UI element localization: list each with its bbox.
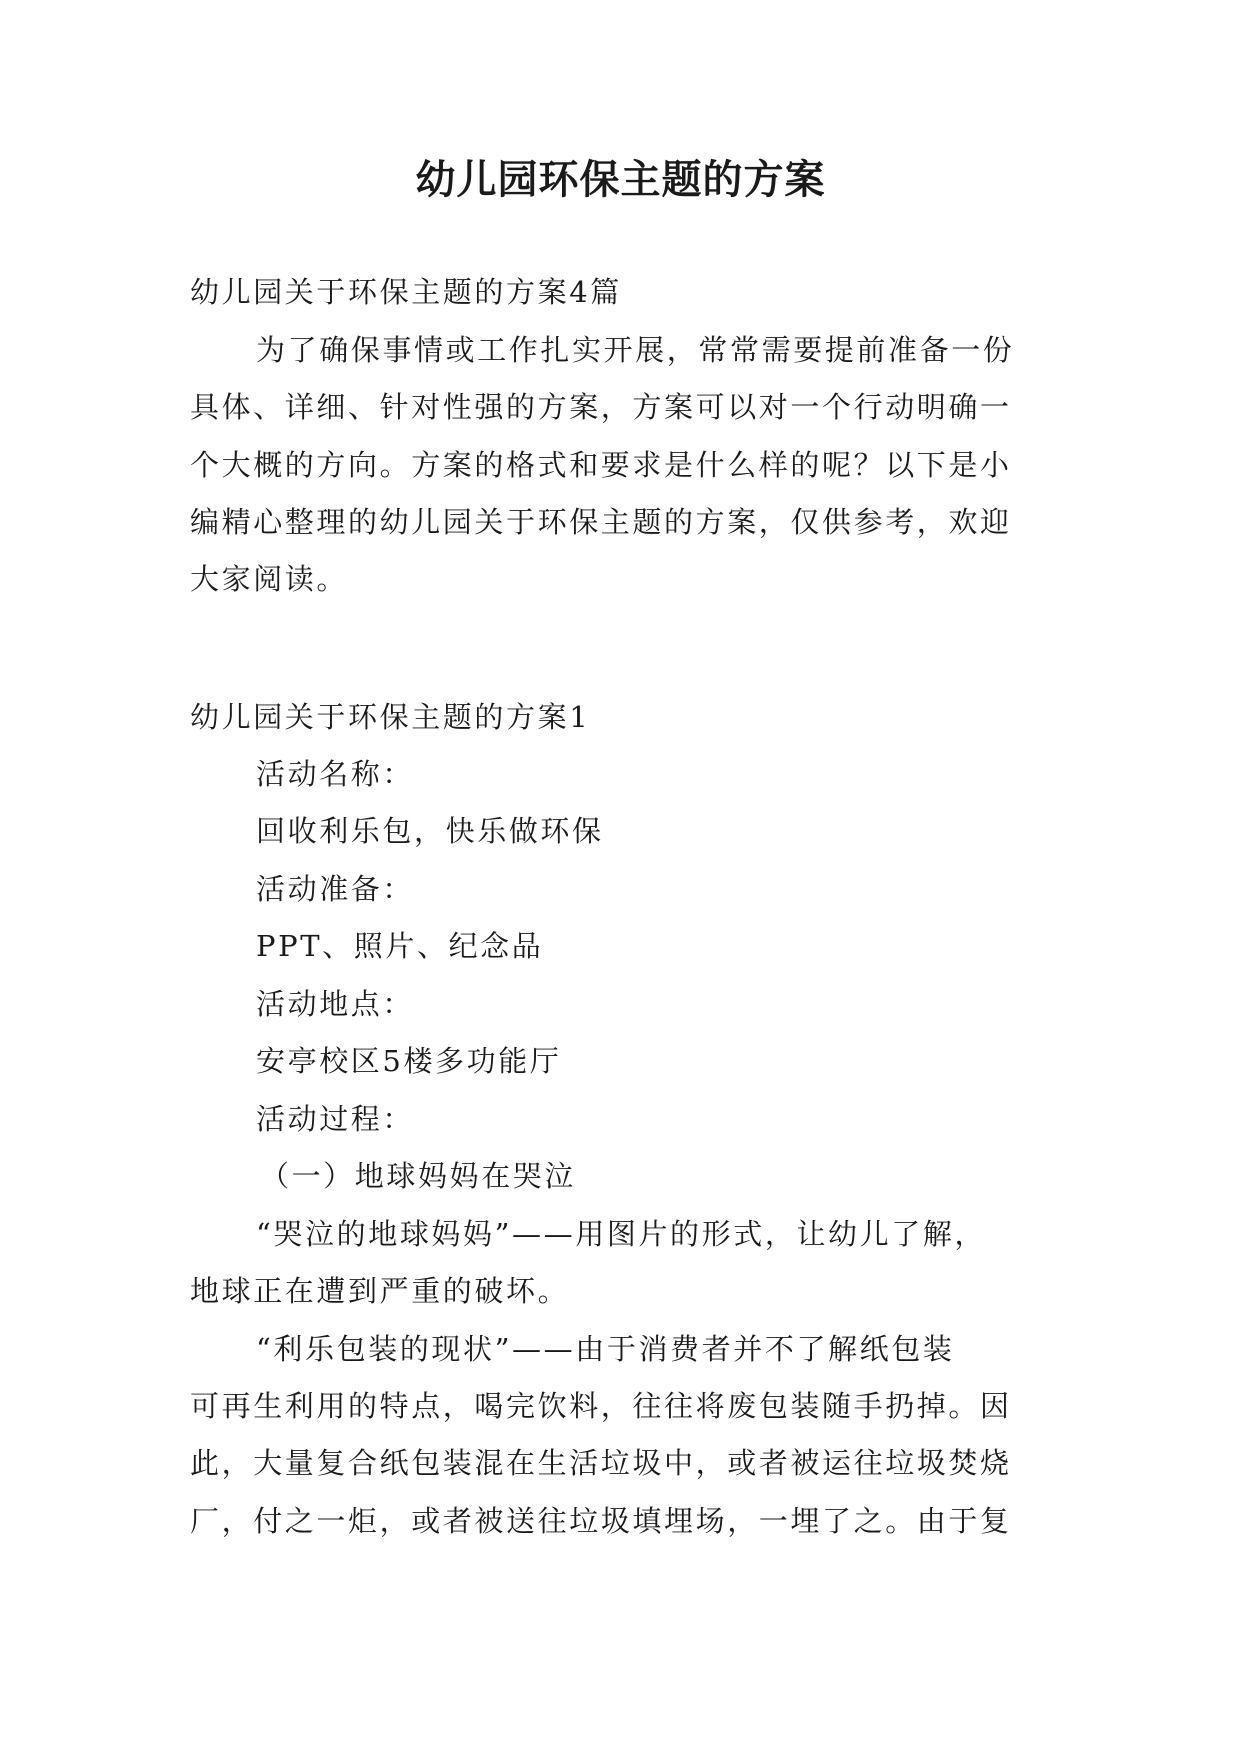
paragraph-line: 厂，付之一炬，或者被送往垃圾填埋场，一埋了之。由于复	[190, 1504, 1012, 1538]
paragraph-line: 此，大量复合纸包装混在生活垃圾中，或者被运往垃圾焚烧	[190, 1446, 1012, 1480]
paragraph-line: 大家阅读。	[190, 562, 349, 596]
paragraph-line: 回收利乐包，快乐做环保	[256, 814, 604, 848]
paragraph-line: 具体、详细、针对性强的方案，方案可以对一个行动明确一	[190, 390, 1012, 424]
section-heading: 幼儿园关于环保主题的方案1	[190, 700, 591, 734]
document-title: 幼儿园环保主题的方案	[415, 156, 826, 203]
paragraph-line: 活动地点：	[256, 987, 415, 1021]
paragraph-line: 编精心整理的幼儿园关于环保主题的方案，仅供参考，欢迎	[190, 505, 1012, 539]
section-heading: 幼儿园关于环保主题的方案4篇	[190, 275, 622, 309]
paragraph-line: 个大概的方向。方案的格式和要求是什么样的呢？以下是小	[190, 448, 1012, 482]
paragraph-line: 可再生利用的特点，喝完饮料，往往将废包装随手扔掉。因	[190, 1389, 1012, 1423]
paragraph-line: 安亭校区5楼多功能厅	[256, 1044, 562, 1078]
paragraph-line: “哭泣的地球妈妈”——用图片的形式，让幼儿了解，	[256, 1217, 987, 1251]
paragraph-line: “利乐包装的现状”——由于消费者并不了解纸包装	[256, 1332, 955, 1366]
subsection-heading: （一）地球妈妈在哭泣	[260, 1159, 577, 1193]
paragraph-line: 活动准备：	[256, 872, 415, 906]
paragraph-line: 活动名称：	[256, 757, 415, 791]
paragraph-line: 为了确保事情或工作扎实开展，常常需要提前准备一份	[256, 333, 1015, 367]
paragraph-line: 活动过程：	[256, 1102, 415, 1136]
paragraph-line: PPT、照片、纪念品	[256, 929, 544, 963]
paragraph-line: 地球正在遭到严重的破坏。	[190, 1274, 570, 1308]
